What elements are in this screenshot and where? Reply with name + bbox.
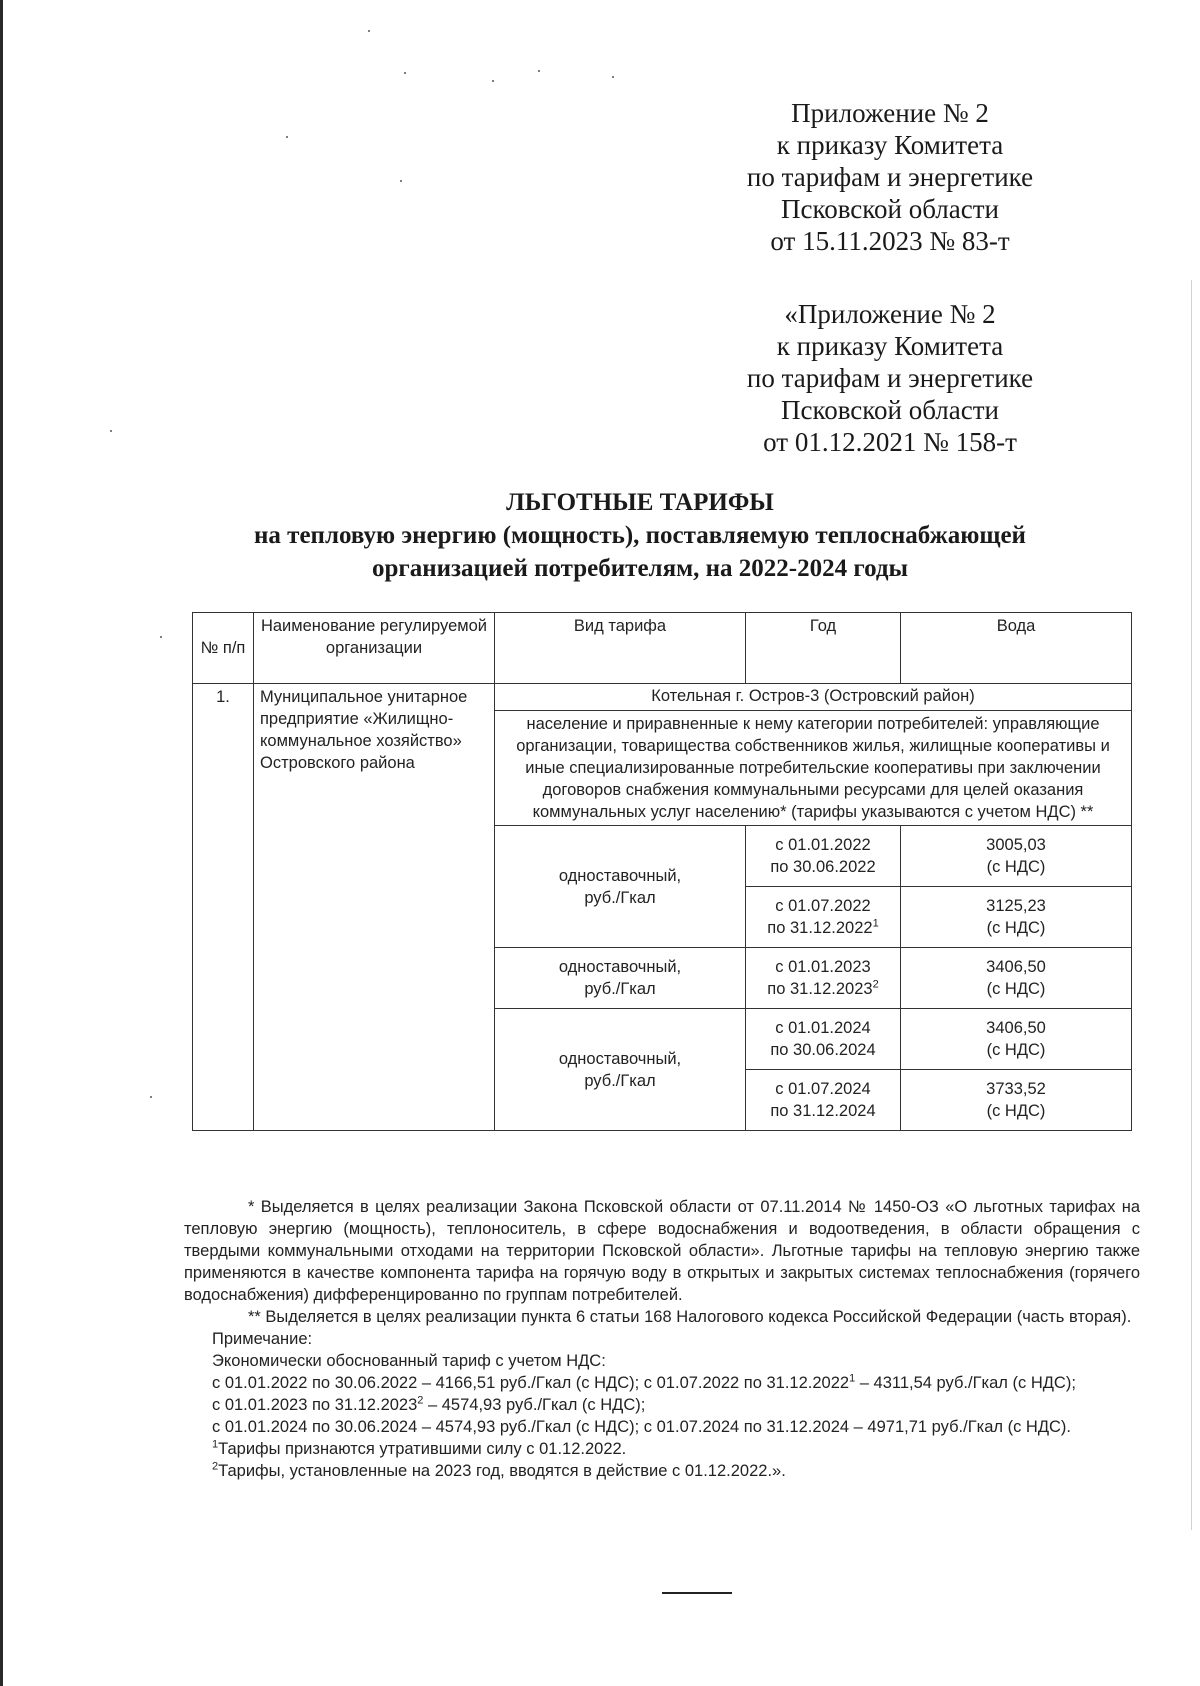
appendix-current-line: от 15.11.2023 № 83-т: [770, 226, 1010, 256]
appendix-current-line: по тарифам и энергетике: [746, 162, 1034, 192]
footnote-ref: 1: [849, 1372, 856, 1385]
appendix-previous-line: «Приложение № 2: [784, 299, 996, 329]
tariff-type-cell: [495, 826, 746, 948]
header-tariff-type: Вид тарифа: [495, 613, 746, 684]
row-number: 1.: [193, 684, 254, 1131]
scan-speck: [492, 80, 494, 82]
vat-note: (с НДС): [986, 919, 1046, 937]
footnote-1: [184, 1438, 1140, 1460]
appendix-previous-line: к приказу Комитета: [776, 331, 1004, 361]
footnote-1-text: Тарифы признаются утратившими силу с 01.12.2022.: [218, 1440, 627, 1458]
scan-speck: [400, 180, 402, 182]
econ-2023-part2: – 4574,93 руб./Гкал (с НДС);: [423, 1396, 646, 1414]
period-to-wrap: [750, 917, 896, 939]
period-cell: [746, 1070, 901, 1131]
period-to: по 30.06.2024: [770, 1041, 876, 1059]
appendix-current-block: [700, 97, 1080, 257]
consumer-category: население и приравненные к нему категории потребителей: управляющие организации, товарищества собственников жилья, жилищные кооперативы и иные специализированные потребительские кооперативы при заключении договоров снабжения коммунальными ресурсами для целей оказания коммунальных услуг населению* (тарифы указываются с учетом НДС) **: [495, 711, 1132, 826]
footnote-ref: 2: [417, 1394, 424, 1407]
scan-speck: [612, 76, 614, 78]
period-from: с 01.01.2023: [775, 958, 871, 976]
scan-speck: [404, 72, 406, 74]
vat-note: (с НДС): [986, 1041, 1046, 1059]
scan-speck: [150, 1096, 152, 1098]
tariff-type-cell: [495, 1009, 746, 1131]
document-title: [190, 486, 1090, 585]
period-to-wrap: [750, 978, 896, 1000]
tariff-value-cell: [901, 1009, 1132, 1070]
scan-speck: [538, 70, 540, 72]
title-line: организацией потребителям, на 2022-2024 годы: [371, 555, 909, 582]
econ-tariff-2024: с 01.01.2024 по 30.06.2024 – 4574,93 руб./Гкал (с НДС); с 01.07.2024 по 31.12.2024 – 4971,71 руб./Гкал (с НДС).: [212, 1418, 1072, 1436]
scan-speck: [368, 30, 370, 32]
notes-section: [184, 1196, 1140, 1482]
period-cell: [746, 948, 901, 1009]
tariff-value: 3125,23: [986, 897, 1046, 915]
period-to: по 30.06.2022: [770, 858, 876, 876]
tariff-value: 3005,03: [986, 836, 1046, 854]
tariff-value-cell: [901, 948, 1132, 1009]
tariff-value: 3406,50: [986, 1019, 1046, 1037]
tariff-type-line: одноставочный,: [558, 866, 682, 885]
title-line: на тепловую энергию (мощность), поставляемую теплоснабжающей: [254, 522, 1026, 549]
appendix-current-line: Приложение № 2: [791, 98, 989, 128]
table-header-row: [193, 613, 1132, 684]
appendix-current-line: к приказу Комитета: [776, 130, 1004, 160]
period-cell: [746, 1009, 901, 1070]
boiler-house: Котельная г. Остров-3 (Островский район): [495, 684, 1132, 711]
footnote-marker: 1: [212, 1438, 219, 1451]
footnote-marker: 2: [212, 1460, 219, 1473]
period-from: с 01.01.2024: [775, 1019, 871, 1037]
period-to: по 31.12.2022: [767, 919, 873, 937]
period-from: с 01.07.2022: [775, 897, 871, 915]
header-water: Вода: [901, 613, 1132, 684]
econ-label: Экономически обоснованный тариф с учетом НДС:: [212, 1352, 606, 1370]
tariff-value-cell: [901, 887, 1132, 948]
tariff-value: 3406,50: [986, 958, 1046, 976]
appendix-previous-line: Псковской области: [780, 395, 999, 425]
econ-2022-part1: с 01.01.2022 по 30.06.2022 – 4166,51 руб./Гкал (с НДС); с 01.07.2022 по 31.12.2022: [212, 1374, 850, 1392]
footnote-double-star: ** Выделяется в целях реализации пункта 6 статьи 168 Налогового кодекса Российской Федерации (часть вторая).: [248, 1308, 1132, 1326]
period-from: с 01.07.2024: [775, 1080, 871, 1098]
footnote-ref: 2: [872, 978, 879, 991]
table-row: [193, 684, 1132, 711]
scan-speck: [160, 636, 162, 638]
tariff-type-line: одноставочный,: [558, 1049, 682, 1068]
period-cell: [746, 826, 901, 887]
scan-right-edge: [1191, 280, 1192, 1530]
tariff-value-cell: [901, 826, 1132, 887]
appendix-previous-block: [700, 298, 1080, 458]
period-from: с 01.01.2022: [775, 836, 871, 854]
appendix-current-line: Псковской области: [780, 194, 999, 224]
tariff-type-unit: руб./Гкал: [584, 980, 656, 998]
scan-speck: [286, 136, 288, 138]
header-year: Год: [746, 613, 901, 684]
footnote-star: * Выделяется в целях реализации Закона Псковской области от 07.11.2014 № 1450-ОЗ «О льготных тарифах на тепловую энергию (мощность), теплоноситель, в сфере водоснабжения и водоотведения, в области обращения с твердыми коммунальными отходами на территории Псковской области». Льготные тарифы на тепловую энергию также применяются в качестве компонента тарифа на горячую воду в открытых и закрытых системах теплоснабжения (горячего водоснабжения) дифференцированно по группам потребителей.: [184, 1198, 1140, 1304]
tariff-type-unit: руб./Гкал: [584, 1071, 656, 1090]
organization-name: Муниципальное унитарное предприятие «Жилищно-коммунальное хозяйство» Островского района: [254, 684, 495, 1131]
tariff-table: [192, 612, 1132, 1131]
tariff-value-cell: [901, 1070, 1132, 1131]
period-cell: [746, 887, 901, 948]
econ-tariff-2023: [184, 1394, 1140, 1416]
title-line: ЛЬГОТНЫЕ ТАРИФЫ: [506, 489, 774, 516]
header-no: № п/п: [193, 613, 254, 684]
note-label: Примечание:: [212, 1330, 313, 1348]
footnote-ref: 1: [872, 917, 879, 930]
vat-note: (с НДС): [986, 1102, 1046, 1120]
appendix-previous-line: от 01.12.2021 № 158-т: [763, 427, 1017, 457]
period-to: по 31.12.2023: [767, 980, 873, 998]
tariff-type-unit: руб./Гкал: [584, 888, 656, 907]
vat-note: (с НДС): [986, 858, 1046, 876]
vat-note: (с НДС): [986, 980, 1046, 998]
end-rule-line: [662, 1592, 732, 1594]
econ-2023-part1: с 01.01.2023 по 31.12.2023: [212, 1396, 418, 1414]
header-organization: Наименование регулируемой организации: [254, 613, 495, 684]
tariff-value: 3733,52: [986, 1080, 1046, 1098]
footnote-2-text: Тарифы, установленные на 2023 год, вводятся в действие с 01.12.2022.».: [218, 1462, 786, 1480]
appendix-previous-line: по тарифам и энергетике: [746, 363, 1034, 393]
tariff-type-line: одноставочный,: [558, 958, 682, 976]
footnote-2: [184, 1460, 1140, 1482]
scan-speck: [110, 430, 112, 432]
tariff-type-cell: [495, 948, 746, 1009]
period-to: по 31.12.2024: [770, 1102, 876, 1120]
econ-2022-part2: – 4311,54 руб./Гкал (с НДС);: [855, 1374, 1076, 1392]
scan-left-edge: [0, 0, 3, 1686]
econ-tariff-2022: [184, 1372, 1140, 1394]
